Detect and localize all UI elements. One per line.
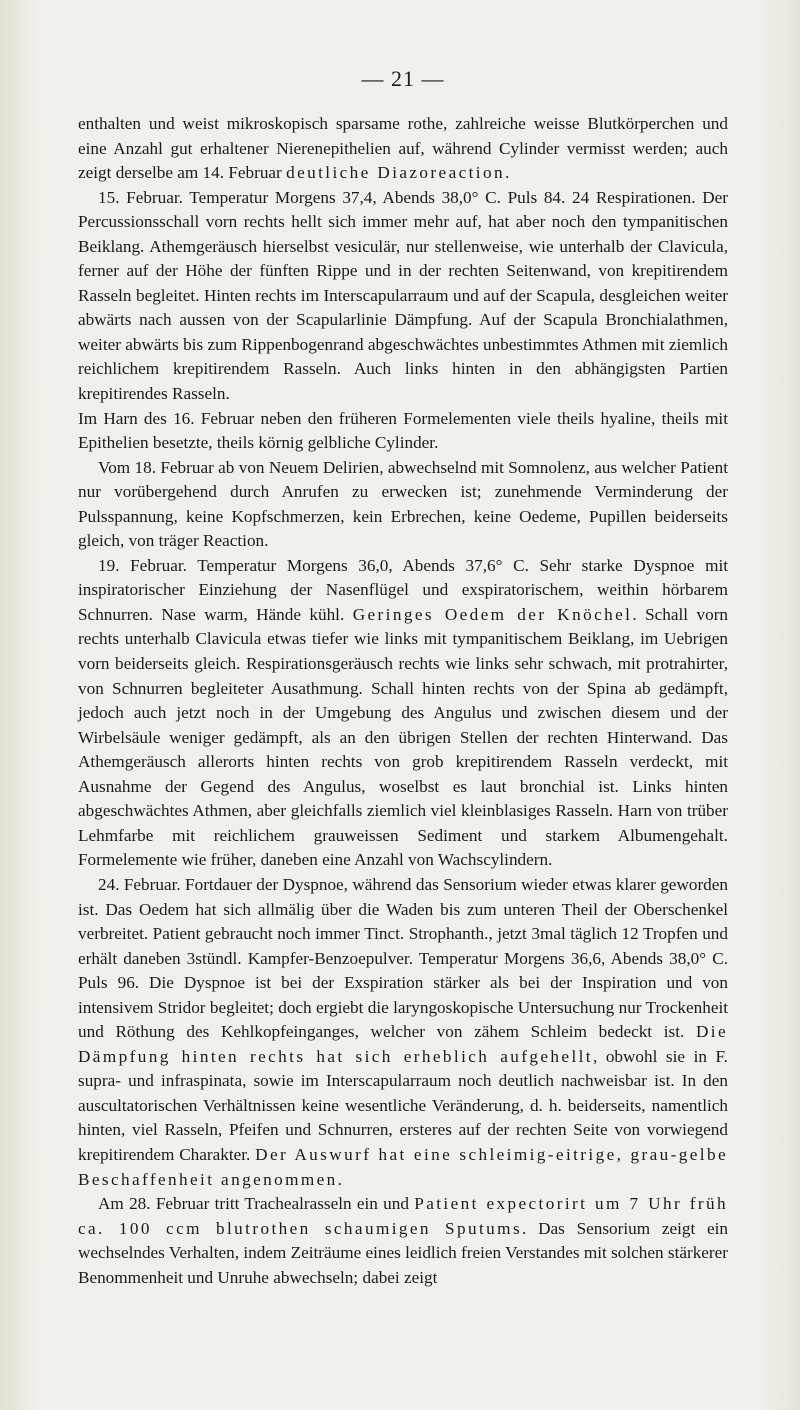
spaced-emphasis-text: Die Dämpfung hinten rechts hat sich erheblich aufgehellt [78,1022,728,1066]
text-run: . Das Sensorium zeigt ein wechselndes Verhalten, indem Zeiträume eines leidlich freien Verstandes mit solchen stärkerer Benommenheit und Unruhe abwechseln; dabei zeigt [78,1218,729,1287]
paragraph [78,456,728,554]
text-run: Im Harn des 16. Februar neben den früheren Formelementen viele theils hyaline, theils mit Epithelien besetzte, theils körnig gelbliche Cylinder. [78,408,728,453]
paragraph [78,112,728,186]
text-run: . [337,1169,342,1189]
text-run: 15. Februar. Temperatur Morgens 37,4, Abends 38,0° C. Puls 84. 24 Respirationen. Der Percussionsschall vorn rechts hellt sich immer mehr auf, hat aber noch den tympanitischen Beiklang. Athemgeräusch hierselbst vesiculär, nur stellenweise, wie unterhalb der Clavicula, ferner auf der Höhe der fünften Rippe und in der rechten Seitenwand, von krepitirendem Rasseln begleitet. Hinten rechts im Interscapularraum und auf der Scapula, desgleichen weiter abwärts nach aussen von der Scapularlinie Dämpfung. Auf der Scapula Bronchialathmen, weiter abwärts bis zum Rippenbogenrand abgeschwächtes unbestimmtes Athmen mit ziemlich reichlichem krepitirendem Rasseln. Auch links hinten in den abhängigsten Partien krepitirendes Rasseln. [78,187,728,404]
paragraph [78,186,728,407]
text-run: 19. Februar. Temperatur Morgens 36,0, Abends 37,6° C. Sehr starke Dyspnoe mit inspiratorischer Einziehung der Nasenflügel und exspiratorischem, weithin hörbarem Schnurren. Nase warm, Hände kühl. [78,555,728,624]
paragraph [78,407,728,456]
spaced-emphasis-text: deutliche Diazoreaction [286,163,505,183]
paragraph [78,1192,728,1290]
body-text [78,112,728,1290]
paragraph [78,873,728,1192]
text-run: 24. Februar. Fortdauer der Dyspnoe, während das Sensorium wieder etwas klarer geworden ist. Das Oedem hat sich allmälig über die Waden bis zum unteren Theil der Oberschenkel verbreitet. Patient gebraucht noch immer Tinct. Strophanth., jetzt 3mal täglich 12 Tropfen und erhält daneben 3stündl. Kampfer-Benzoepulver. Temperatur Morgens 36,6, Abends 38,0° C. Puls 96. Die Dyspnoe ist bei der Exspiration stärker als bei der Inspiration und von intensivem Stridor begleitet; doch ergiebt die laryngoskopische Untersuchung nur Trockenheit und Röthung des Kehlkopfeinganges, welcher von zähem Schleim bedeckt ist. [78,874,728,1042]
text-run: Am 28. Februar tritt Trachealrasseln ein und [98,1194,415,1214]
text-run: . Schall vorn rechts unterhalb Clavicula etwas tiefer wie links mit tympanitischem Beiklang, im Uebrigen vorn beiderseits gleich. Respirationsgeräusch rechts wie links sehr schwach, mit protrahirter, von Schnurren begleiteter Ausathmung. Schall hinten rechts von der Spina ab gedämpft, jedoch auch jetzt noch in der Umgebung des Angulus und zwischen diesem und der Wirbelsäule weniger gedämpft, als an den übrigen Stellen der rechten Hinterwand. Das Athemgeräusch allerorts hinten rechts von grob krepitirendem Rasseln verdeckt, mit Ausnahme der Gegend des Angulus, woselbst es laut bronchial ist. Links hinten abgeschwächtes Athmen, aber gleichfalls ziemlich viel kleinblasiges Rasseln. Harn von trüber Lehmfarbe mit reichlichem grauweissen Sediment und starkem Albumengehalt. Formelemente wie früher, daneben eine Anzahl von Wachscylindern. [78,604,729,870]
page-number: — 21 — [361,66,445,91]
spaced-emphasis-text: Der Auswurf hat eine schleimig-eitrige, grau-gelbe Beschaffenheit angenommen [78,1144,728,1189]
text-run: , obwohl sie in F. supra- und infraspinata, sowie im Interscapularraum noch deutlich nachweisbar ist. In den auscultatorischen Verhältnissen keine wesentliche Veränderung, d. h. beiderseits, namentlich hinten, viel Rasseln, Pfeifen und Schnurren, ersteres auf der rechten Seite von vorwiegend krepitirendem Charakter. [78,1046,728,1164]
paragraph [78,554,728,873]
spaced-emphasis-text: Geringes Oedem der Knöchel [352,604,633,624]
text-run: Vom 18. Februar ab von Neuem Delirien, abwechselnd mit Somnolenz, aus welcher Patient nur vorübergehend durch Anrufen zu erwecken ist; zunehmende Verminderung der Pulsspannung, keine Kopfschmerzen, kein Erbrechen, keine Oedeme, Pupillen beiderseits gleich, von träger Reaction. [78,457,728,551]
spaced-emphasis-text: Patient expectorirt um 7 Uhr früh ca. 100 ccm blutrothen schaumigen Sputums [78,1194,729,1238]
text-run: . [504,163,510,183]
text-run: enthalten und weist mikroskopisch sparsame rothe, zahlreiche weisse Blutkörperchen und eine Anzahl gut erhaltener Nierenepithelien auf, während Cylinder vermisst werden; auch zeigt derselbe am 14. Februar [78,114,728,183]
